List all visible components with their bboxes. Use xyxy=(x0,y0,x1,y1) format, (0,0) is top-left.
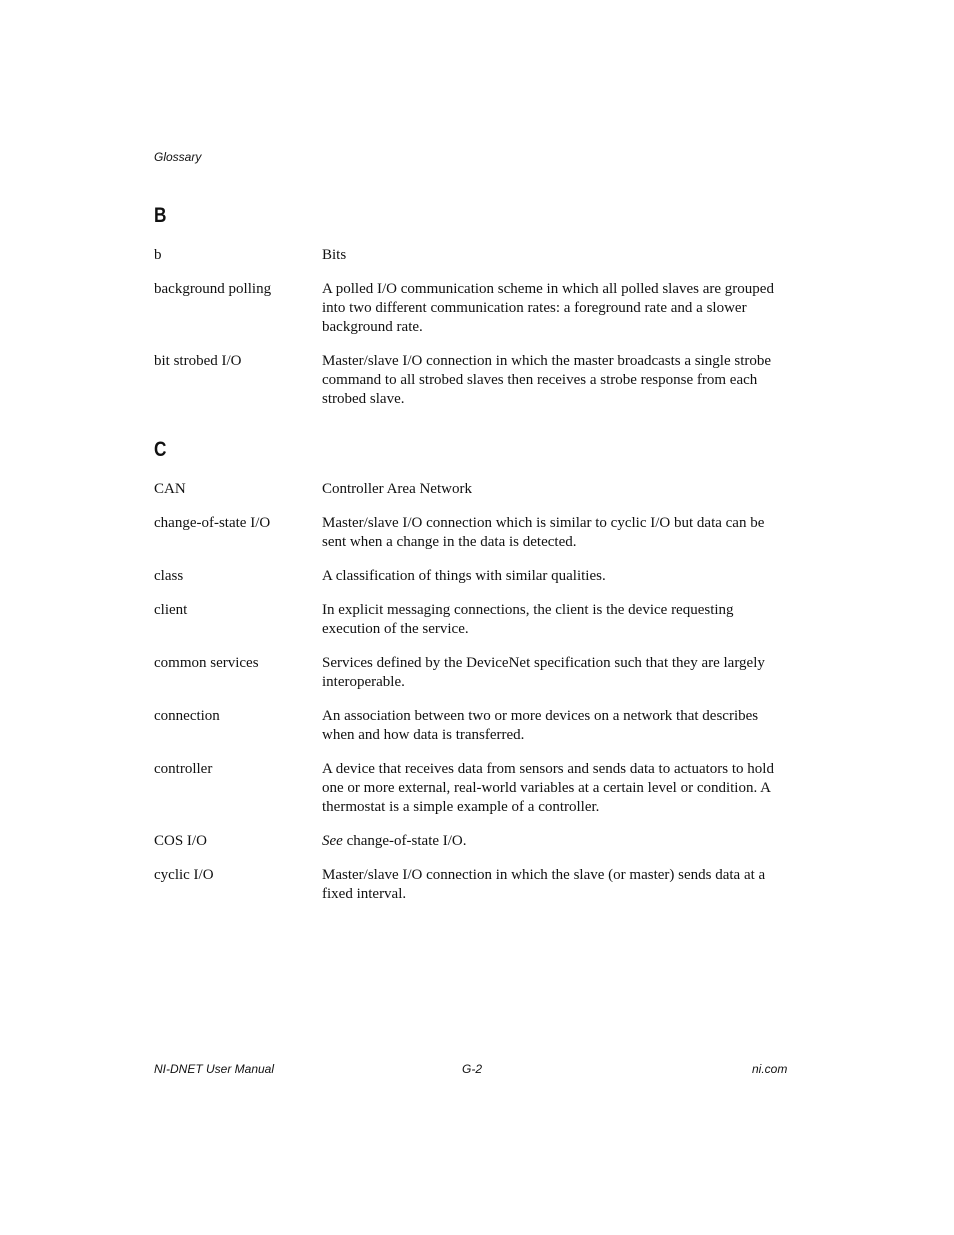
glossary-term: controller xyxy=(154,761,213,777)
glossary-definition: Controller Area Network xyxy=(322,481,472,497)
footer-manual-title: NI-DNET User Manual xyxy=(154,1062,275,1076)
footer-site: ni.com xyxy=(752,1062,788,1076)
glossary-definition: An association between two or more devices on a network that describes when and how data is transferred. xyxy=(322,708,759,743)
glossary-definition: A classification of things with similar qualities. xyxy=(322,568,606,584)
glossary-term: common services xyxy=(154,655,259,671)
glossary-definition xyxy=(322,832,786,851)
glossary-definition: Master/slave I/O connection in which the master broadcasts a single strobe command to all strobed slaves then receives a strobe response from each strobed slave. xyxy=(322,353,772,407)
glossary-term: CAN xyxy=(154,481,186,497)
footer-page-number: G-2 xyxy=(462,1062,483,1076)
glossary-term: b xyxy=(154,247,162,263)
glossary-term: client xyxy=(154,602,188,618)
glossary-term: background polling xyxy=(154,281,272,297)
see-reference: See xyxy=(322,833,343,849)
section-letter-c: C xyxy=(154,438,167,461)
glossary-definition: Services defined by the DeviceNet specification such that they are largely interoperable. xyxy=(322,655,765,690)
glossary-term: COS I/O xyxy=(154,833,207,849)
glossary-definition: Bits xyxy=(322,247,347,263)
glossary-term: bit strobed I/O xyxy=(154,353,242,369)
glossary-definition: Master/slave I/O connection which is similar to cyclic I/O but data can be sent when a change in the data is detected. xyxy=(322,515,765,550)
glossary-definition: In explicit messaging connections, the client is the device requesting execution of the service. xyxy=(322,602,734,637)
section-letter-b: B xyxy=(154,204,167,227)
glossary-term: class xyxy=(154,568,184,584)
running-head: Glossary xyxy=(154,150,202,164)
cross-reference-link[interactable]: change-of-state I/O. xyxy=(346,833,467,849)
glossary-definition: Master/slave I/O connection in which the slave (or master) sends data at a fixed interval. xyxy=(322,867,766,902)
glossary-definition: A device that receives data from sensors and sends data to actuators to hold one or more external, real-world variables at a certain level or condition. A thermostat is a simple example of a controller. xyxy=(322,761,774,815)
glossary-term: connection xyxy=(154,708,220,724)
glossary-definition: A polled I/O communication scheme in which all polled slaves are grouped into two different communication rates: a foreground rate and a slower background rate. xyxy=(322,281,774,335)
glossary-term: change-of-state I/O xyxy=(154,515,271,531)
glossary-term: cyclic I/O xyxy=(154,867,214,883)
